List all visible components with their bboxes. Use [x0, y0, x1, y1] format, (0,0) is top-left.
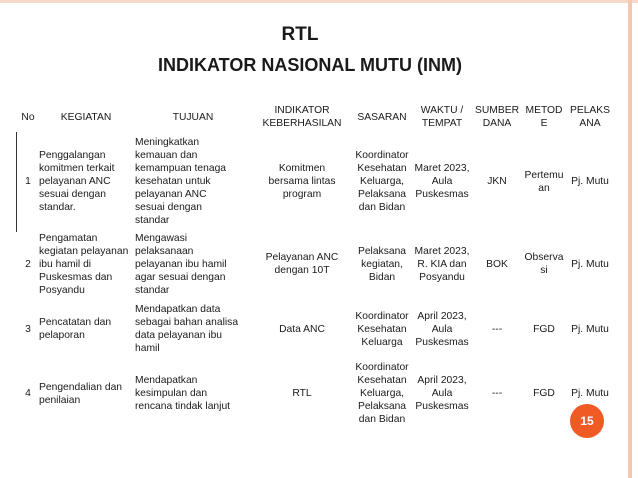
- row-number: 2: [25, 258, 31, 270]
- kegiatan-cell: [38, 359, 134, 428]
- page-number-badge: 15: [570, 404, 604, 438]
- sasaran-cell: [352, 299, 412, 359]
- tujuan-cell: [134, 299, 252, 359]
- indikator-cell: [252, 229, 352, 299]
- metode-cell-line: Pertemu: [524, 169, 564, 181]
- tujuan-cell-line: kesimpulan dan: [135, 388, 208, 399]
- tujuan-cell-line: rencana tindak lanjut: [135, 401, 231, 412]
- sasaran-cell-line: Keluarga: [361, 336, 403, 348]
- pelaksana-cell: Pj. Mutu: [571, 258, 609, 270]
- metode-cell: [522, 359, 566, 428]
- sasaran-cell-line: Keluarga,: [359, 176, 405, 187]
- kegiatan-cell-line: Pencatatan dan: [39, 317, 112, 328]
- tujuan-cell-line: Mendapatkan data: [135, 304, 221, 315]
- sasaran-cell-line: Bidan: [368, 271, 396, 283]
- waktu-cell: [412, 299, 472, 359]
- table-row: [18, 134, 614, 229]
- sasaran-cell-line: Kesehatan: [357, 163, 407, 174]
- indikator-cell-line: bersama lintas: [268, 176, 336, 187]
- sasaran-cell-line: dan Bidan: [358, 202, 406, 213]
- sasaran-cell-line: kegiatan,: [361, 258, 403, 270]
- tujuan-cell-line: hamil: [135, 343, 160, 354]
- waktu-cell-line: Maret 2023,: [414, 163, 470, 174]
- indikator-cell-line: program: [282, 189, 322, 200]
- waktu-cell-line: Aula: [431, 176, 453, 187]
- tujuan-cell-line: data pelayanan ibu: [135, 330, 223, 341]
- waktu-cell-line: April 2023,: [417, 375, 467, 386]
- kegiatan-cell-line: pelaporan: [39, 330, 85, 341]
- waktu-cell-line: April 2023,: [417, 310, 467, 322]
- waktu-cell-line: Puskesmas: [415, 189, 469, 200]
- metode-cell-line: FGD: [533, 323, 555, 335]
- tujuan-cell-line: kemauan dan: [135, 150, 198, 161]
- page-subtitle: INDIKATOR NASIONAL MUTU (INM): [158, 55, 462, 75]
- kegiatan-cell-line: ibu hamil di: [39, 258, 92, 270]
- sasaran-cell-line: dan Bidan: [358, 414, 406, 425]
- waktu-cell: [412, 229, 472, 299]
- metode-cell: [522, 299, 566, 359]
- row-number: 4: [25, 388, 31, 399]
- slide-top-border: [0, 0, 638, 3]
- tujuan-cell-line: pelaksanaan: [135, 245, 194, 257]
- kegiatan-cell: [38, 134, 134, 229]
- page-title: RTL: [281, 24, 319, 45]
- tujuan-cell-line: standar: [135, 284, 170, 296]
- kegiatan-cell-line: kegiatan pelayanan: [39, 245, 129, 257]
- tujuan-cell-line: Mengawasi: [135, 232, 188, 244]
- metode-cell-line: Observa: [524, 252, 564, 263]
- waktu-cell-line: Puskesmas: [415, 401, 469, 412]
- kegiatan-cell: [38, 299, 134, 359]
- tujuan-cell-line: sebagai bahan analisa: [135, 317, 239, 328]
- indikator-cell-line: Data ANC: [279, 323, 325, 335]
- sasaran-cell-line: Pelaksana: [357, 245, 407, 257]
- metode-cell-line: an: [538, 182, 550, 194]
- header-metode: METOD E: [525, 105, 563, 129]
- waktu-cell-line: R. KIA dan: [417, 258, 467, 270]
- tujuan-cell-line: Mendapatkan: [135, 375, 198, 386]
- sasaran-cell-line: Pelaksana: [357, 189, 407, 200]
- pelaksana-cell: Pj. Mutu: [571, 176, 609, 187]
- header-sasaran: SASARAN: [357, 111, 407, 123]
- header-no: No: [21, 111, 35, 123]
- indikator-cell: [252, 134, 352, 229]
- tujuan-cell-line: pelayanan ANC: [135, 189, 207, 200]
- header-kegiatan: KEGIATAN: [60, 111, 112, 123]
- header-waktu: WAKTU / TEMPAT: [420, 105, 464, 129]
- tujuan-cell: [134, 134, 252, 229]
- kegiatan-cell: [38, 229, 134, 299]
- table-row: [18, 359, 614, 428]
- indikator-cell-line: Pelayanan ANC: [265, 252, 339, 263]
- row-number: 1: [25, 176, 31, 187]
- header-indikator: INDIKATOR KEBERHASILAN: [262, 105, 342, 129]
- metode-cell: [522, 134, 566, 229]
- tujuan-cell-line: pelayanan ibu hamil: [135, 258, 227, 270]
- sasaran-cell: [352, 229, 412, 299]
- sasaran-cell-line: Koordinator: [355, 150, 409, 161]
- pelaksana-cell: Pj. Mutu: [571, 323, 609, 335]
- sasaran-cell-line: Pelaksana: [357, 401, 407, 412]
- sasaran-cell-line: Kesehatan: [357, 323, 407, 335]
- table-header-row: [18, 100, 614, 134]
- slide-right-border: [628, 0, 632, 478]
- header-sumber-dana: SUMBER DANA: [474, 105, 520, 129]
- indikator-cell: [252, 359, 352, 428]
- metode-cell: [522, 229, 566, 299]
- header-tujuan: TUJUAN: [172, 111, 214, 123]
- tujuan-cell-line: agar sesuai dengan: [135, 271, 226, 283]
- rtl-table: [18, 100, 614, 428]
- metode-cell-line: si: [540, 265, 548, 276]
- kegiatan-cell-line: penilaian: [39, 394, 81, 406]
- tujuan-cell-line: sesuai dengan: [135, 202, 202, 213]
- sasaran-cell-line: Koordinator: [355, 310, 409, 322]
- table-row: [18, 229, 614, 299]
- kegiatan-cell-line: sesuai dengan: [39, 189, 106, 200]
- sumber-dana-cell: JKN: [487, 176, 507, 187]
- header-pelaksana: PELAKS ANA: [569, 105, 611, 129]
- waktu-cell-line: Posyandu: [419, 271, 465, 283]
- sasaran-cell: [352, 134, 412, 229]
- row-number: 3: [25, 323, 31, 335]
- indikator-cell-line: Komitmen: [278, 163, 326, 174]
- metode-cell-line: FGD: [533, 388, 555, 399]
- sasaran-cell: [352, 359, 412, 428]
- sasaran-cell-line: Keluarga,: [359, 388, 405, 399]
- tujuan-cell-line: standar: [135, 215, 170, 226]
- kegiatan-cell-line: Pengendalian dan: [39, 381, 123, 393]
- tujuan-cell-line: kemampuan tenaga: [135, 163, 227, 174]
- indikator-cell-line: dengan 10T: [274, 265, 330, 276]
- kegiatan-cell-line: standar.: [39, 202, 76, 213]
- sasaran-cell-line: Koordinator: [355, 362, 409, 373]
- tujuan-cell: [134, 229, 252, 299]
- waktu-cell-line: Aula: [431, 323, 453, 335]
- kegiatan-cell-line: Posyandu: [39, 284, 85, 296]
- kegiatan-cell-line: Penggalangan: [39, 150, 106, 161]
- kegiatan-cell-line: Pengamatan: [39, 232, 98, 244]
- indikator-cell-line: RTL: [292, 388, 312, 399]
- table-body: [18, 134, 614, 428]
- sumber-dana-cell: ---: [491, 323, 503, 335]
- tujuan-cell-line: Meningkatkan: [135, 137, 200, 148]
- pelaksana-cell: Pj. Mutu: [571, 388, 609, 399]
- sumber-dana-cell: BOK: [486, 258, 508, 270]
- waktu-cell-line: Aula: [431, 388, 453, 399]
- kegiatan-cell-line: Puskesmas dan: [39, 271, 113, 283]
- sasaran-cell-line: Kesehatan: [357, 375, 407, 386]
- table-left-rule: [16, 132, 17, 232]
- waktu-cell: [412, 134, 472, 229]
- waktu-cell-line: Puskesmas: [415, 336, 469, 348]
- waktu-cell-line: Maret 2023,: [414, 245, 470, 257]
- indikator-cell: [252, 299, 352, 359]
- table-row: [18, 299, 614, 359]
- kegiatan-cell-line: pelayanan ANC: [39, 176, 111, 187]
- kegiatan-cell-line: komitmen terkait: [39, 163, 115, 174]
- tujuan-cell: [134, 359, 252, 428]
- waktu-cell: [412, 359, 472, 428]
- sumber-dana-cell: ---: [491, 388, 503, 399]
- tujuan-cell-line: kesehatan untuk: [135, 176, 211, 187]
